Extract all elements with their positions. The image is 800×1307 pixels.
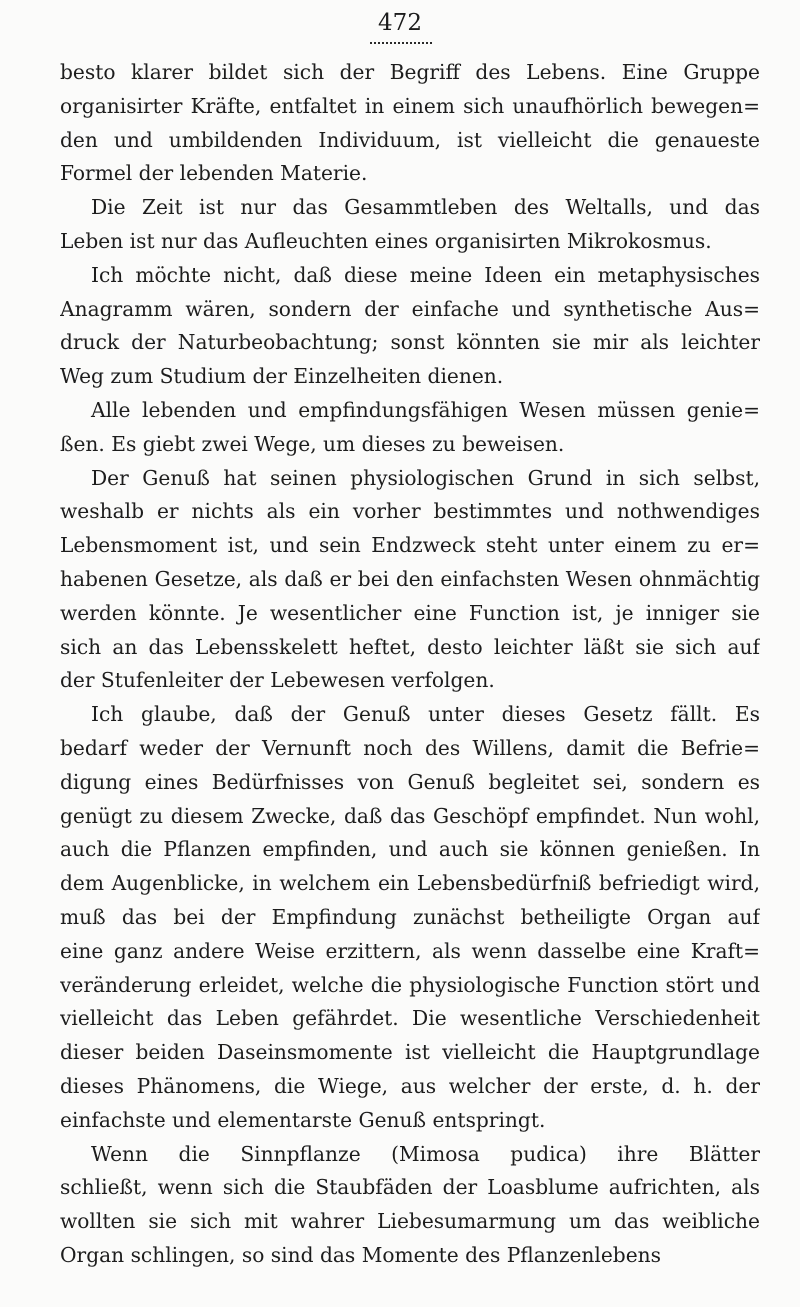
text-line: der Stufenleiter der Lebewesen verfolgen. — [60, 668, 495, 693]
text-line: weshalb er nichts als ein vorher bestimmtes und nothwendiges — [60, 499, 760, 524]
text-line: veränderung erleidet, welche die physiologische Function stört und — [60, 972, 760, 997]
text-line: digung eines Bedürfnisses von Genuß begleitet sei, sondern es — [60, 769, 760, 794]
text-line: Formel der lebenden Materie. — [60, 161, 368, 186]
text-line: organisirter Kräfte, entfaltet in einem sich unaufhörlich bewegen= — [60, 93, 760, 118]
page-number-ornament — [370, 42, 432, 48]
text-line: einfachste und elementarste Genuß entspringt. — [60, 1107, 546, 1132]
text-line: muß das bei der Empfindung zunächst betheiligte Organ auf — [60, 904, 760, 929]
text-line: auch die Pflanzen empfinden, und auch sie können genießen. In — [60, 837, 760, 862]
body-text — [60, 56, 760, 1273]
text-line: Leben ist nur das Aufleuchten eines organisirten Mikrokosmus. — [60, 228, 712, 253]
page-number: 472 — [378, 10, 422, 36]
text-line: vielleicht das Leben gefährdet. Die wesentliche Verschiedenheit — [60, 1006, 760, 1031]
text-line: genügt zu diesem Zwecke, daß das Geschöpf empfindet. Nun wohl, — [60, 803, 760, 828]
text-line: dieser beiden Daseinsmomente ist vielleicht die Hauptgrundlage — [60, 1040, 760, 1065]
text-line: dem Augenblicke, in welchem ein Lebensbedürfniß befriedigt wird, — [60, 871, 760, 896]
text-line: bedarf weder der Vernunft noch des Willens, damit die Befrie= — [60, 735, 760, 760]
text-line: schließt, wenn sich die Staubfäden der Loasblume aufrichten, als — [60, 1175, 760, 1200]
text-line: Ich glaube, daß der Genuß unter dieses Gesetz fällt. Es — [91, 702, 760, 727]
text-line: Ich möchte nicht, daß diese meine Ideen ein metaphysisches — [91, 262, 760, 287]
text-line: werden könnte. Je wesentlicher eine Function ist, je inniger sie — [60, 600, 760, 625]
text-line: Organ schlingen, so sind das Momente des Pflanzenlebens — [60, 1242, 662, 1267]
text-line: den und umbildenden Individuum, ist vielleicht die genaueste — [60, 127, 760, 152]
text-line: Weg zum Studium der Einzelheiten dienen. — [60, 364, 504, 389]
text-line: Anagramm wären, sondern der einfache und synthetische Aus= — [60, 296, 760, 321]
text-line: Lebensmoment ist, und sein Endzweck steht unter einem zu er= — [60, 533, 760, 558]
text-line: habenen Gesetze, als daß er bei den einfachsten Wesen ohnmächtig — [60, 566, 760, 591]
text-line: wollten sie sich mit wahrer Liebesumarmung um das weibliche — [60, 1209, 760, 1234]
text-line: druck der Naturbeobachtung; sonst könnten sie mir als leichter — [60, 330, 760, 355]
text-line: ßen. Es giebt zwei Wege, um dieses zu beweisen. — [60, 431, 565, 456]
text-line: sich an das Lebensskelett heftet, desto leichter läßt sie sich auf — [60, 634, 760, 659]
text-line: Der Genuß hat seinen physiologischen Grund in sich selbst, — [91, 465, 760, 490]
text-line: eine ganz andere Weise erzittern, als wenn dasselbe eine Kraft= — [60, 938, 760, 963]
text-line: besto klarer bildet sich der Begriff des Lebens. Eine Gruppe — [60, 60, 760, 84]
text-line: dieses Phänomens, die Wiege, aus welcher der erste, d. h. der — [60, 1073, 760, 1098]
text-line: Alle lebenden und empfindungsfähigen Wesen müssen genie= — [91, 397, 760, 422]
text-line: Wenn die Sinnpflanze (Mimosa pudica) ihre Blätter — [91, 1141, 760, 1166]
text-line: Die Zeit ist nur das Gesammtleben des Weltalls, und das — [91, 195, 760, 220]
